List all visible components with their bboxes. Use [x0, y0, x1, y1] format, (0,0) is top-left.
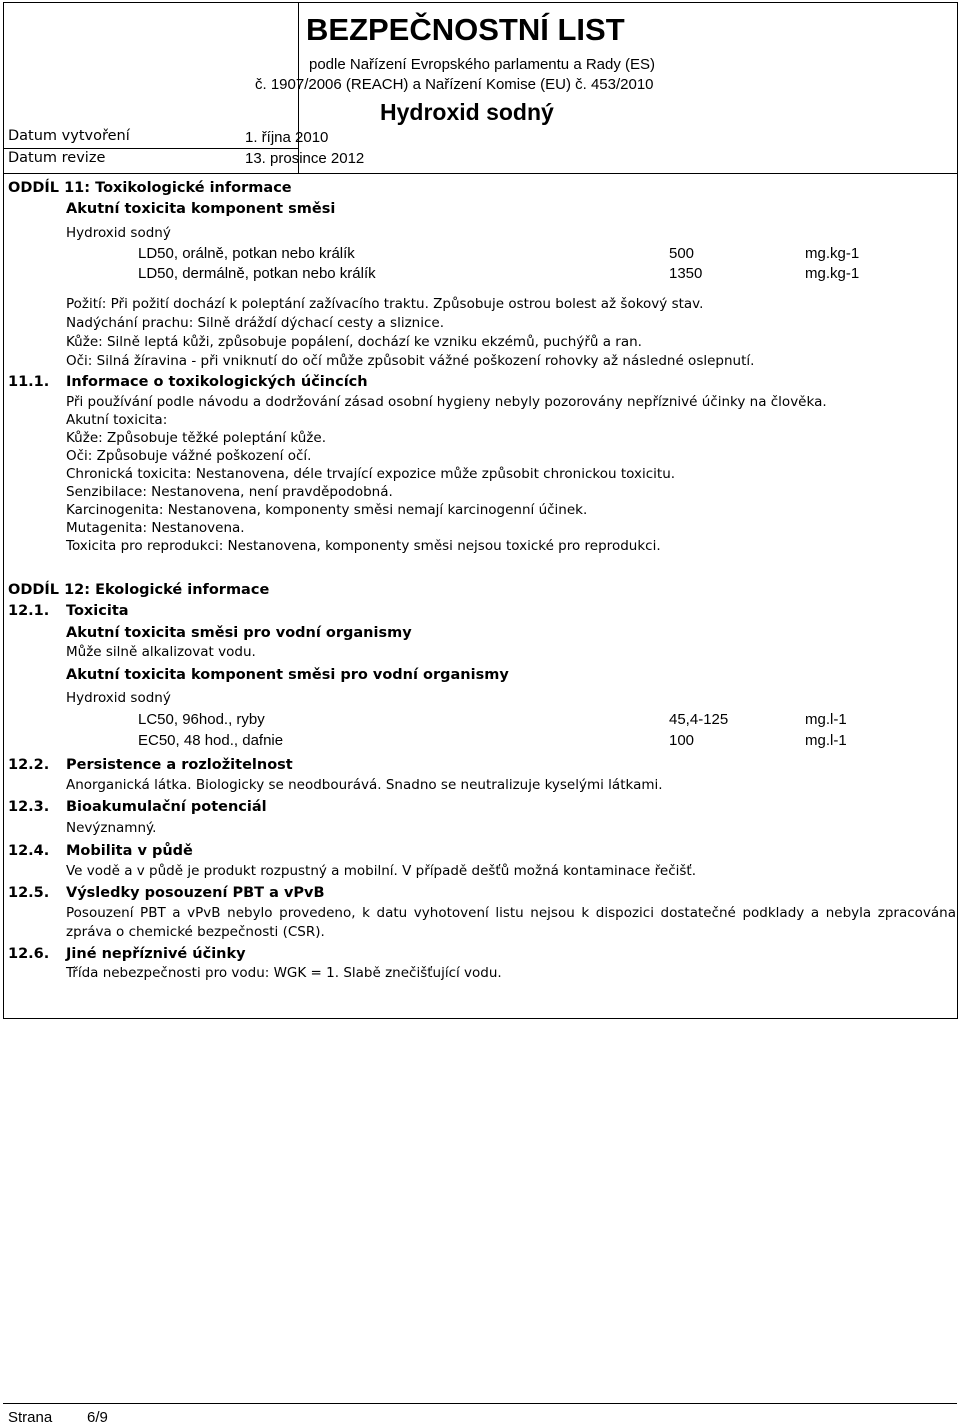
regulation-line-2: č. 1907/2006 (REACH) a Nařízení Komise (EU) č. 453/2010	[255, 76, 654, 93]
effect-skin: Kůže: Silně leptá kůži, způsobuje popálení, dochází ke vzniku ekzémů, puchýřů a ran.	[66, 334, 642, 350]
detail-line: Oči: Způsobuje vážné poškození očí.	[66, 448, 312, 464]
section-11-heading: ODDÍL 11: Toxikologické informace	[8, 180, 292, 196]
subsection-12-5-text: Posouzení PBT a vPvB nebylo provedeno, k datu vyhotovení listu nejsou k dispozici dostatečné podklady a nebyla zpracována zpráva o chemické bezpečnosti (CSR).	[66, 905, 956, 940]
detail-line: Kůže: Způsobuje těžké poleptání kůže.	[66, 430, 326, 446]
subsection-12-5-number: 12.5.	[8, 885, 50, 901]
effect-ingestion: Požití: Při požití dochází k poleptání zažívacího traktu. Způsobuje ostrou bolest až šokový stav.	[66, 296, 704, 312]
detail-line: Toxicita pro reprodukci: Nestanovena, komponenty směsi nejsou toxické pro reprodukci.	[66, 538, 661, 554]
test-name: LD50, orálně, potkan nebo králík	[138, 245, 355, 262]
test-unit: mg.l-1	[805, 732, 847, 749]
date-divider	[3, 148, 298, 149]
acute-mixture-heading: Akutní toxicita směsi pro vodní organismy	[66, 625, 412, 641]
detail-line: Karcinogenita: Nestanovena, komponenty směsi nemají karcinogenní účinek.	[66, 502, 588, 518]
subsection-12-5-title: Výsledky posouzení PBT a vPvB	[66, 885, 325, 901]
subsection-12-1-title: Toxicita	[66, 603, 129, 619]
document-title: BEZPEČNOSTNÍ LIST	[306, 12, 625, 47]
subsection-12-4-text: Ve vodě a v půdě je produkt rozpustný a mobilní. V případě dešťů možná kontaminace řečišť.	[66, 863, 697, 879]
test-name: LD50, dermálně, potkan nebo králík	[138, 265, 376, 282]
subsection-12-6-text: Třída nebezpečnosti pro vodu: WGK = 1. Slabě znečišťující vodu.	[66, 965, 502, 981]
subsection-12-2-number: 12.2.	[8, 757, 50, 773]
test-value: 45,4-125	[669, 711, 729, 728]
detail-line: Chronická toxicita: Nestanovena, déle trvající expozice může způsobit chronickou toxicitu.	[66, 466, 676, 482]
test-unit: mg.kg-1	[805, 245, 860, 262]
acute-toxicity-components-heading: Akutní toxicita komponent směsi	[66, 201, 336, 217]
subsection-12-4-number: 12.4.	[8, 843, 50, 859]
page-number: 6/9	[87, 1409, 108, 1426]
subsection-12-3-text: Nevýznamný.	[66, 820, 157, 836]
test-value: 500	[669, 245, 695, 262]
component-name: Hydroxid sodný	[66, 225, 171, 241]
detail-line: Při používání podle návodu a dodržování zásad osobní hygieny nebyly pozorovány nepříznivé účinky na člověka.	[66, 394, 827, 410]
page-label: Strana	[8, 1409, 53, 1426]
subsection-12-2-title: Persistence a rozložitelnost	[66, 757, 293, 773]
footer-rule	[3, 1403, 957, 1404]
test-value: 1350	[669, 265, 703, 282]
subsection-11-1-number: 11.1.	[8, 374, 50, 390]
header-divider	[3, 173, 957, 174]
product-name: Hydroxid sodný	[380, 99, 554, 125]
revised-date-value: 13. prosince 2012	[245, 150, 365, 167]
aquatic-component-name: Hydroxid sodný	[66, 690, 171, 706]
revised-date-label: Datum revize	[8, 150, 106, 166]
detail-line: Akutní toxicita:	[66, 412, 168, 428]
created-date-label: Datum vytvoření	[8, 128, 130, 144]
acute-components-aquatic-heading: Akutní toxicita komponent směsi pro vodní organismy	[66, 667, 509, 683]
effect-eyes: Oči: Silná žíravina - při vniknutí do očí může způsobit vážné poškození rohovky až následné oslepnutí.	[66, 353, 755, 369]
subsection-12-6-title: Jiné nepříznivé účinky	[66, 946, 246, 962]
detail-line: Senzibilace: Nestanovena, není pravděpodobná.	[66, 484, 393, 500]
test-value: 100	[669, 732, 695, 749]
regulation-line-1: podle Nařízení Evropského parlamentu a Rady (ES)	[309, 56, 656, 73]
subsection-12-6-number: 12.6.	[8, 946, 50, 962]
created-date-value: 1. října 2010	[245, 129, 329, 146]
subsection-12-4-title: Mobilita v půdě	[66, 843, 193, 859]
subsection-12-3-title: Bioakumulační potenciál	[66, 799, 267, 815]
acute-mixture-text: Může silně alkalizovat vodu.	[66, 644, 256, 660]
subsection-11-1-title: Informace o toxikologických účincích	[66, 374, 368, 390]
effect-inhalation: Nadýchání prachu: Silně dráždí dýchací cesty a sliznice.	[66, 315, 444, 331]
test-unit: mg.l-1	[805, 711, 847, 728]
subsection-12-3-number: 12.3.	[8, 799, 50, 815]
test-name: EC50, 48 hod., dafnie	[138, 732, 284, 749]
subsection-12-1-number: 12.1.	[8, 603, 50, 619]
detail-line: Mutagenita: Nestanovena.	[66, 520, 245, 536]
section-12-heading: ODDÍL 12: Ekologické informace	[8, 582, 270, 598]
test-name: LC50, 96hod., ryby	[138, 711, 265, 728]
test-unit: mg.kg-1	[805, 265, 860, 282]
subsection-12-2-text: Anorganická látka. Biologicky se neodbourává. Snadno se neutralizuje kyselými látkami.	[66, 777, 663, 793]
